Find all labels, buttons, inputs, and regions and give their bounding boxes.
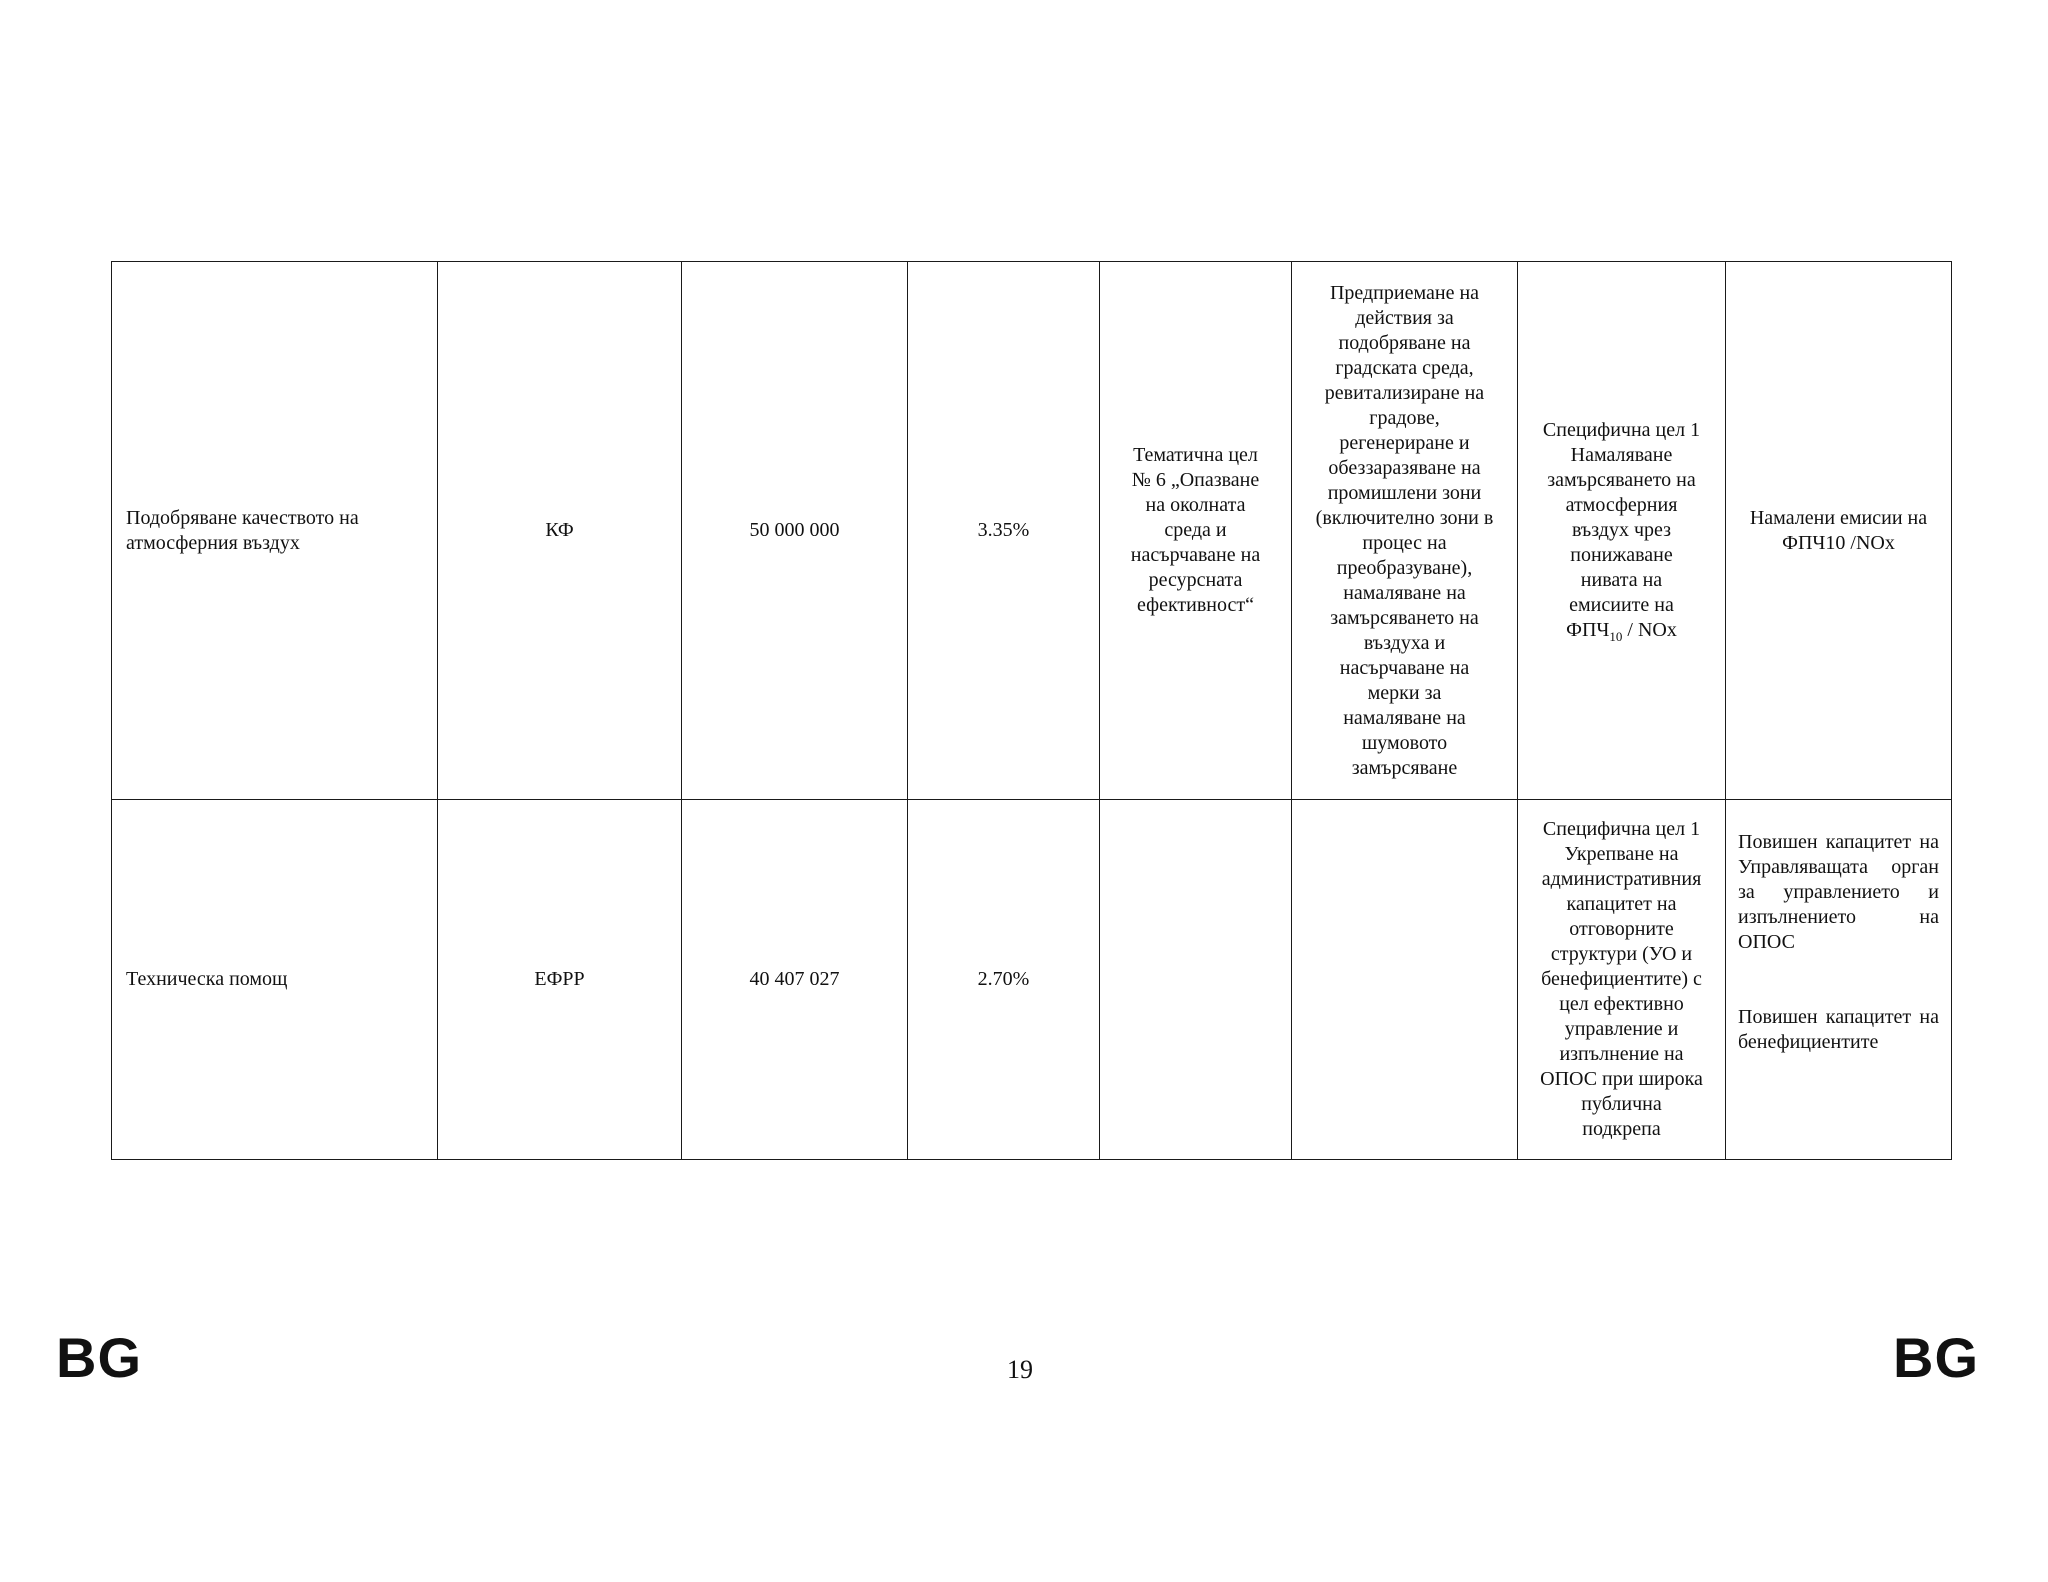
- language-mark-left: BG: [56, 1326, 142, 1389]
- result-cell: [1726, 800, 1952, 1160]
- fund-cell: КФ: [438, 262, 682, 800]
- pm10-line: $ФПЧ_{10}$ / NOx: [1566, 619, 1677, 644]
- priority-cell: Подобряване качеството на атмосферния въздух: [112, 262, 438, 800]
- share-cell: 3.35%: [908, 262, 1100, 800]
- result-cell: Намалени емисии на ФПЧ10 /NOx: [1726, 262, 1952, 800]
- table-row: [112, 800, 1952, 1160]
- amount-cell: 50 000 000: [682, 262, 908, 800]
- investment-priority-cell: Предприемане на действия за подобряване на градската среда, ревитализиране на градове, регенериране и обеззаразяване на промишлени зони (включително зони в процес на преобразуване), намаляване на замърсяването на въздуха и насърчаване на мерки за намаляване на шумовото замърсяване: [1292, 262, 1518, 800]
- table-row: [112, 262, 1952, 800]
- thematic-objective-cell: Тематична цел № 6 „Опазване на околната среда и насърчаване на ресурсната ефективност“: [1100, 262, 1292, 800]
- share-cell: 2.70%: [908, 800, 1100, 1160]
- funding-table: [111, 261, 1952, 1160]
- result-capacity-beneficiaries: Повишен капацитет на бенефициентите: [1738, 1006, 1939, 1053]
- amount-cell: 40 407 027: [682, 800, 908, 1160]
- thematic-objective-cell: [1100, 800, 1292, 1160]
- specific-objective-cell: Специфична цел 1 Намаляване замърсяването на атмосферния въздух чрез понижаване нивата на емисиите на $ФПЧ_{10}$ / NOx: [1518, 262, 1726, 800]
- language-mark-right: BG: [1893, 1326, 1979, 1389]
- priority-cell: Техническа помощ: [112, 800, 438, 1160]
- result-capacity-ma: Повишен капацитет на Управляващата орган за управлението и изпълнението на ОПОС: [1738, 831, 1939, 953]
- specific-objective-cell: Специфична цел 1 Укрепване на административния капацитет на отговорните структури (УО и бенефициентите) с цел ефективно управление и изпълнение на ОПОС при широка публична подкрепа: [1518, 800, 1726, 1160]
- page-number: 19: [1007, 1355, 1033, 1384]
- investment-priority-cell: [1292, 800, 1518, 1160]
- fund-cell: ЕФРР: [438, 800, 682, 1160]
